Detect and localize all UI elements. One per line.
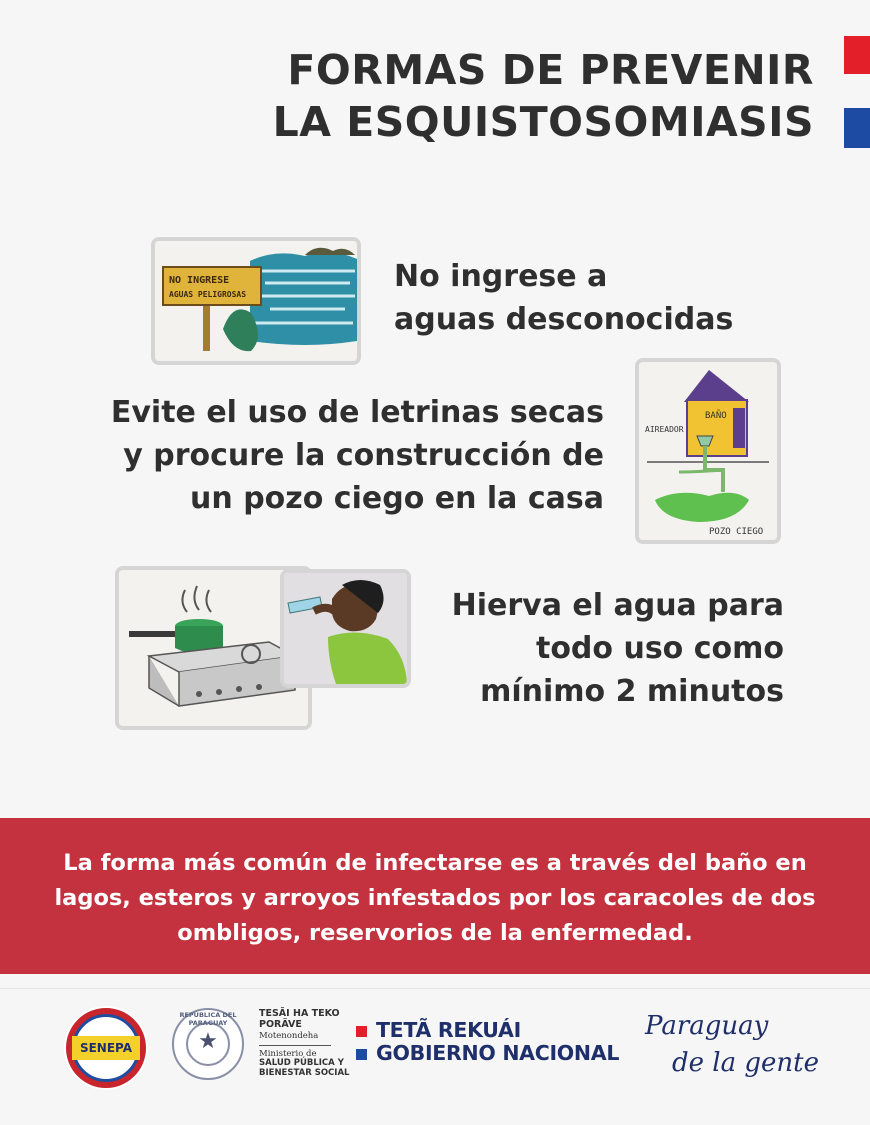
sign-text-1: NO INGRESE [169,275,230,286]
tip-2-line-3: un pozo ciego en la casa [190,481,604,516]
bano-label: BAÑO [705,411,727,421]
star-icon: ★ [198,1029,218,1054]
tip-3-text [452,584,784,713]
title-line-2: LA ESQUISTOSOMIASIS [272,98,814,146]
slogan-line-1: Paraguay [645,1011,769,1041]
tip-1-line-1: No ingrese a [394,259,608,294]
latrine-illustration [635,358,781,544]
gobierno-blue-square [356,1049,367,1060]
gobierno-line-1: TETÃ REKUÁI [376,1018,521,1042]
tip-3-line-3: mínimo 2 minutos [480,674,784,709]
sign-text-2: AGUAS PELIGROSAS [169,290,247,299]
ministry-de: Ministerio de [259,1049,317,1059]
page-title [273,44,814,148]
gobierno-red-square [356,1026,367,1037]
tip-2-line-2: y procure la construcción de [123,438,604,473]
banner-line-2: lagos, esteros y arroyos infestados por los caracoles de dos [54,885,816,911]
flag-blue-stripe [844,108,870,148]
drinking-illustration [280,569,411,688]
pozo-ciego-drawing [639,362,777,540]
person-drinking-drawing [284,573,407,684]
banner-line-1: La forma más común de infectarse es a través del baño en [63,850,807,876]
ministry-rule [259,1045,331,1046]
tip-2-text [111,391,604,520]
pozo-label: POZO CIEGO [709,527,764,537]
senepa-label: SENEPA [72,1036,140,1060]
tip-3-line-1: Hierva el agua para [451,588,784,623]
no-water-illustration [151,237,361,365]
aireador-label: AIREADOR [645,425,684,434]
title-line-1: FORMAS DE PREVENIR [287,46,814,94]
tip-1-text [394,255,733,341]
slogan-line-2: de la gente [672,1048,819,1078]
ministry-motenondeha: Motenondeha [259,1031,319,1041]
tip-3-line-2: todo uso como [535,631,784,666]
ministry-name: SALUD PÚBLICA Y BIENESTAR SOCIAL [259,1058,350,1078]
banner-line-3: ombligos, reservorios de la enfermedad. [177,920,693,946]
tip-1-line-2: aguas desconocidas [394,302,734,337]
gobierno-line-2: GOBIERNO NACIONAL [376,1041,620,1065]
tip-2-line-1: Evite el uso de letrinas secas [110,395,604,430]
info-banner [0,818,870,974]
lake-sign-drawing [155,241,357,361]
seal-text: REPÚBLICA DEL PARAGUAY [179,1011,237,1027]
flag-red-stripe [844,36,870,74]
ministry-guarani: TESÃI HA TEKO PORÃVE [259,1008,340,1030]
footer-divider [0,988,870,989]
